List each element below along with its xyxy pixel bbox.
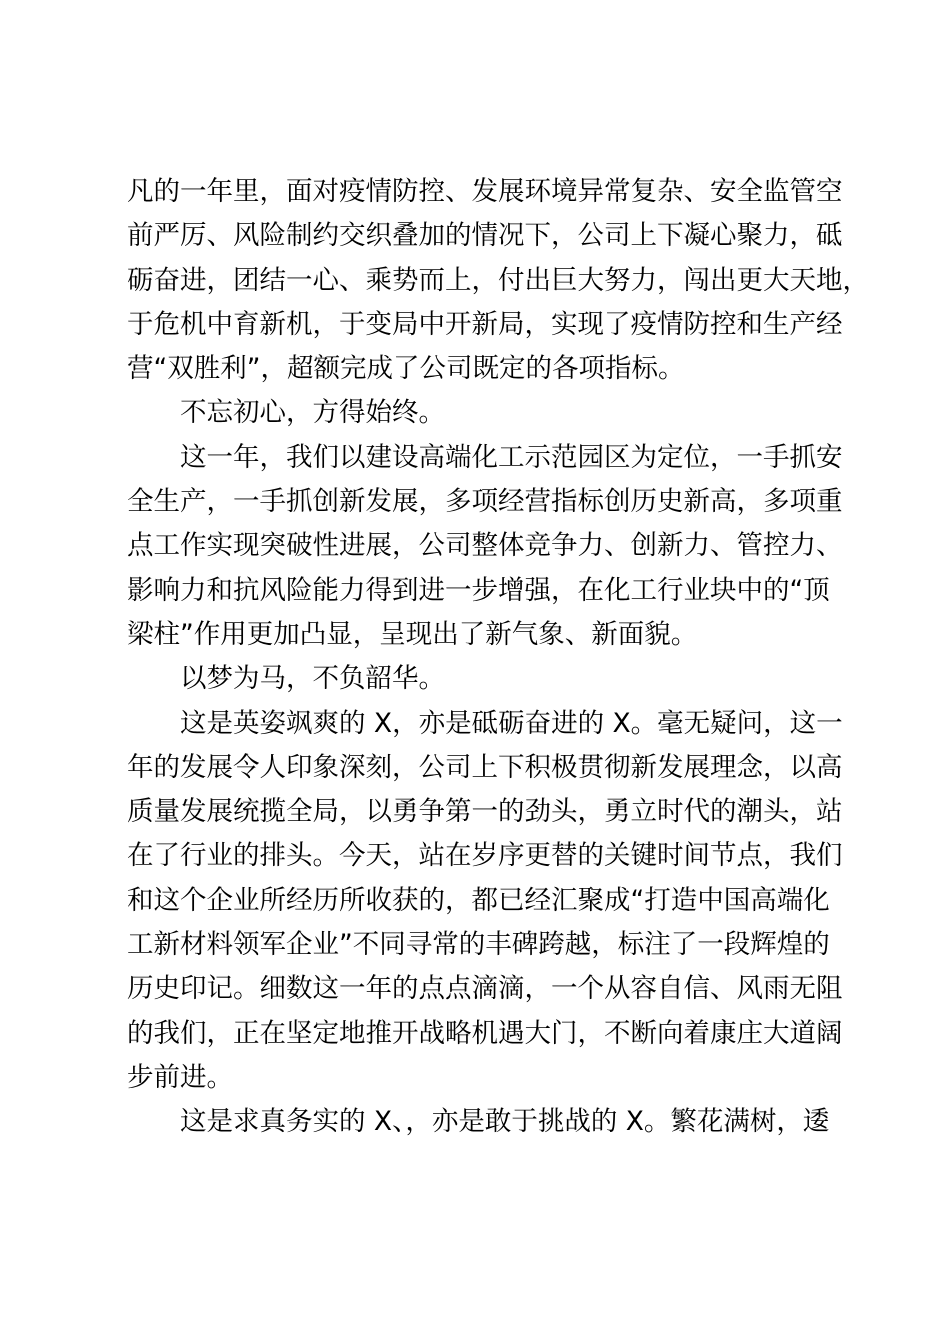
paragraph-motto: 以梦为马，不负韶华。 (180, 663, 445, 695)
text-line: 年的发展令人印象深刻，公司上下积极贯彻新发展理念，以高 (127, 751, 843, 783)
text-line: 全生产，一手抓创新发展，多项经营指标创历史新高，多项重 (127, 486, 843, 518)
text-line: 前严厉、风险制约交织叠加的情况下，公司上下凝心聚力，砥 (127, 220, 843, 252)
text-line: 营“双胜利”，超额完成了公司既定的各项指标。 (127, 353, 685, 385)
text-line: 影响力和抗风险能力得到进一步增强，在化工行业块中的“顶 (127, 574, 830, 606)
body-text (127, 170, 869, 1145)
text-line: 砺奋进，团结一心、乘势而上，付出巨大努力，闯出更大天地， (127, 264, 869, 296)
text-line: 凡的一年里，面对疫情防控、发展环境异常复杂、安全监管空 (127, 176, 843, 207)
text-line: 历史印记。细数这一年的点点滴滴，一个从容自信、风雨无阻 (127, 973, 843, 1005)
text-line: 质量发展统揽全局，以勇争第一的劲头，勇立时代的潮头，站 (127, 796, 843, 828)
paragraph-motto: 不忘初心，方得始终。 (180, 397, 445, 429)
text-line: 梁柱”作用更加凸显，呈现出了新气象、新面貌。 (127, 618, 698, 650)
text-line: 步前进。 (127, 1061, 233, 1093)
text-line: 和这个企业所经历所收获的，都已经汇聚成“打造中国高端化 (127, 884, 830, 916)
text-line: 这是求真务实的 X、，亦是敢于挑战的 X。繁花满树，逶 (180, 1106, 830, 1138)
text-line: 点工作实现突破性进展，公司整体竞争力、创新力、管控力、 (127, 530, 843, 562)
text-line: 在了行业的排头。今天，站在岁序更替的关键时间节点，我们 (127, 840, 843, 872)
text-line: 于危机中育新机，于变局中开新局，实现了疫情防控和生产经 (127, 308, 843, 340)
text-line: 这是英姿飒爽的 X，亦是砥砺奋进的 X。毫无疑问，这一 (180, 707, 843, 739)
text-line: 这一年，我们以建设高端化工示范园区为定位，一手抓安 (180, 441, 843, 473)
text-line: 的我们，正在坚定地推开战略机遇大门，不断向着康庄大道阔 (127, 1017, 843, 1049)
text-line: 工新材料领军企业”不同寻常的丰碑跨越，标注了一段辉煌的 (127, 929, 830, 961)
